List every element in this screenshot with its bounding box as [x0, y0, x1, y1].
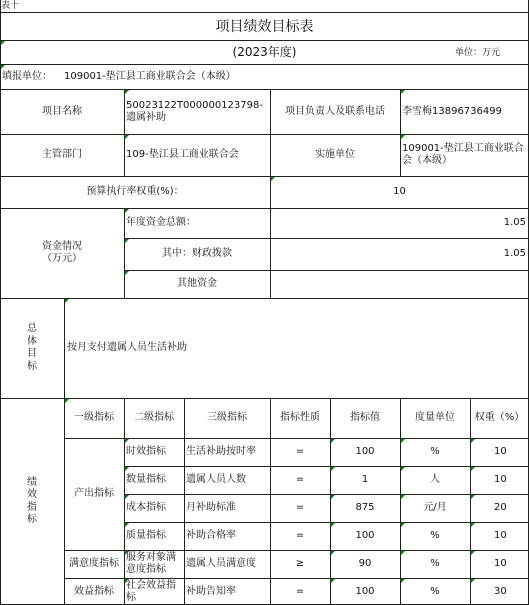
- indicator-cell-value: 1: [361, 474, 369, 485]
- cell-marker-icon: [401, 135, 405, 139]
- cell-marker-icon: [65, 299, 69, 303]
- grid-line: [64, 298, 65, 605]
- grid-line: [124, 270, 529, 271]
- cell-marker-icon: [1, 65, 5, 69]
- grid-line: [270, 398, 271, 605]
- grid-line: [124, 398, 125, 605]
- indicator-cell-value: 90: [358, 558, 372, 569]
- cell-marker-icon: [125, 523, 129, 527]
- indicator-cell-weight: 10: [494, 474, 507, 485]
- indicator-cell-l3: 遗属人员人数: [186, 474, 246, 485]
- sheet-label: 表十: [1, 0, 20, 11]
- indicator-cell-l2: 时效指标: [126, 446, 166, 457]
- indicator-cell-weight: 10: [494, 530, 507, 541]
- cell-marker-icon: [401, 495, 405, 499]
- indicator-cell-l3: 补助告知率: [186, 585, 236, 597]
- indicator-cell-nature: =: [295, 585, 305, 597]
- indicator-cell-l2: 数量指标: [126, 474, 166, 485]
- grid-line: [0, 208, 529, 209]
- cell-marker-icon: [471, 439, 475, 443]
- indicator-cell-value: 100: [355, 530, 375, 541]
- indicator-cell-unit: 元/月: [423, 502, 447, 513]
- indicator-cell-value: 100: [355, 585, 375, 597]
- grid-line: [124, 89, 125, 176]
- cell-marker-icon: [331, 523, 335, 527]
- cell-marker-icon: [331, 439, 335, 443]
- cell-marker-icon: [331, 579, 335, 583]
- indicator-cell-unit: %: [430, 446, 440, 457]
- grid-line: [270, 176, 271, 298]
- cell-marker-icon: [471, 523, 475, 527]
- header-cell: 指标值: [350, 412, 380, 423]
- indicator-cell-nature: =: [295, 530, 305, 541]
- level1-output: 产出指标: [74, 488, 114, 499]
- header-cell: 权重（%）: [474, 412, 525, 423]
- cell-marker-icon: [1, 41, 5, 45]
- indicator-cell-l2: 服务对象满意度指标: [126, 552, 176, 575]
- indicator-cell-nature: =: [295, 502, 305, 513]
- indicator-cell-weight: 30: [494, 585, 507, 597]
- dept-label: 主管部门: [42, 149, 82, 160]
- grid-line: [0, 298, 529, 299]
- level1-satisfaction: 满意度指标: [69, 558, 119, 569]
- cell-marker-icon: [331, 551, 335, 555]
- cell-marker-icon: [471, 495, 475, 499]
- cell-marker-icon: [125, 209, 129, 213]
- cell-marker-icon: [471, 579, 475, 583]
- overall-goal-value: 按月支付遗属人员生活补助: [67, 342, 187, 353]
- cell-marker-icon: [125, 90, 129, 94]
- other-label: 其他资金: [177, 278, 217, 289]
- cell-marker-icon: [471, 467, 475, 471]
- filler-value: 109001-垫江县工商业联合会（本级）: [64, 71, 236, 82]
- page-title: 项目绩效目标表: [215, 18, 314, 35]
- cell-marker-icon: [125, 467, 129, 471]
- dept-value: 109-垫江县工商业联合会: [126, 149, 239, 160]
- annual-total-label: 年度资金总额：: [126, 217, 196, 228]
- grid-line: [124, 208, 125, 298]
- header-cell: 三级指标: [207, 412, 247, 423]
- manager-value: 李雪梅13896736499: [402, 106, 502, 117]
- impl-label: 实施单位: [315, 149, 355, 160]
- level1-benefit: 效益指标: [74, 585, 114, 597]
- indicator-cell-l3: 月补助标准: [186, 502, 236, 513]
- cell-marker-icon: [125, 579, 129, 583]
- cell-marker-icon: [125, 135, 129, 139]
- cell-marker-icon: [331, 495, 335, 499]
- cell-marker-icon: [125, 239, 129, 243]
- indicator-cell-value: 875: [355, 502, 375, 513]
- cell-marker-icon: [401, 523, 405, 527]
- grid-line: [400, 398, 401, 605]
- cell-marker-icon: [401, 467, 405, 471]
- funds-label: 资金情况 （万元）: [42, 241, 82, 264]
- cell-marker-icon: [65, 399, 69, 403]
- grid-line: [270, 89, 271, 176]
- grid-line: [0, 134, 529, 135]
- grid-line: [0, 398, 529, 399]
- indicator-cell-nature: ≥: [295, 558, 305, 569]
- grid-line: [400, 89, 401, 176]
- cell-marker-icon: [401, 90, 405, 94]
- grid-line: [0, 40, 529, 41]
- indicator-cell-l2: 社会效益指标: [126, 579, 176, 603]
- grid-line: [0, 12, 529, 13]
- grid-line: [64, 578, 529, 579]
- grid-line: [64, 550, 529, 551]
- indicator-cell-weight: 10: [494, 446, 507, 457]
- indicator-cell-l2: 质量指标: [126, 530, 166, 541]
- indicator-cell-l3: 补助合格率: [186, 530, 236, 541]
- indicator-cell-value: 100: [355, 446, 375, 457]
- indicator-cell-unit: %: [430, 558, 440, 569]
- header-cell: 度量单位: [415, 412, 455, 423]
- cell-marker-icon: [125, 551, 129, 555]
- project-name-label: 项目名称: [42, 106, 82, 117]
- impl-value: 109001-垫江县工商业联合会（本级）: [402, 143, 524, 166]
- budget-weight-label: 预算执行率权重(%)：: [86, 186, 184, 197]
- project-name-value: 50023122T000000123798-遗属补助: [126, 100, 263, 123]
- fiscal-label: 其中：财政拨款: [162, 248, 232, 259]
- performance-label: 绩 效 指 标: [27, 476, 37, 525]
- cell-marker-icon: [471, 551, 475, 555]
- overall-goal-label: 总 体 目 标: [27, 323, 37, 372]
- grid-line: [0, 64, 529, 65]
- indicator-cell-unit: 人: [430, 474, 440, 485]
- grid-line: [470, 398, 471, 605]
- cell-marker-icon: [401, 579, 405, 583]
- filler-label: 填报单位：: [2, 71, 52, 82]
- grid-line: [0, 0, 1, 605]
- cell-marker-icon: [331, 467, 335, 471]
- indicator-cell-nature: =: [295, 474, 305, 485]
- grid-line: [64, 438, 529, 439]
- cell-marker-icon: [271, 177, 275, 181]
- cell-marker-icon: [401, 439, 405, 443]
- grid-line: [330, 398, 331, 605]
- cell-marker-icon: [125, 495, 129, 499]
- grid-line: [124, 238, 529, 239]
- unit-label: 单位：万元: [454, 47, 500, 58]
- budget-weight-value: 10: [393, 186, 406, 197]
- fiscal-value: 1.05: [503, 248, 526, 259]
- annual-total-value: 1.05: [503, 217, 526, 228]
- grid-line: [0, 176, 529, 177]
- other-value: [270, 270, 529, 298]
- cell-marker-icon: [125, 439, 129, 443]
- manager-label: 项目负责人及联系电话: [285, 106, 385, 117]
- page-subtitle: (2023年度): [232, 44, 297, 59]
- indicator-cell-weight: 20: [494, 502, 507, 513]
- grid-line: [184, 398, 185, 605]
- indicator-cell-nature: =: [295, 446, 305, 457]
- indicator-cell-weight: 10: [494, 558, 507, 569]
- grid-line: [0, 89, 529, 90]
- indicator-cell-l3: 生活补助按时率: [186, 446, 256, 457]
- indicator-cell-unit: %: [430, 530, 440, 541]
- cell-marker-icon: [125, 271, 129, 275]
- indicator-cell-l2: 成本指标: [126, 502, 166, 513]
- header-cell: 一级指标: [74, 412, 114, 423]
- indicator-cell-l3: 遗属人员满意度: [186, 558, 256, 569]
- cell-marker-icon: [401, 551, 405, 555]
- header-cell: 指标性质: [280, 412, 320, 423]
- header-cell: 二级指标: [134, 412, 174, 423]
- indicator-cell-unit: %: [430, 585, 440, 597]
